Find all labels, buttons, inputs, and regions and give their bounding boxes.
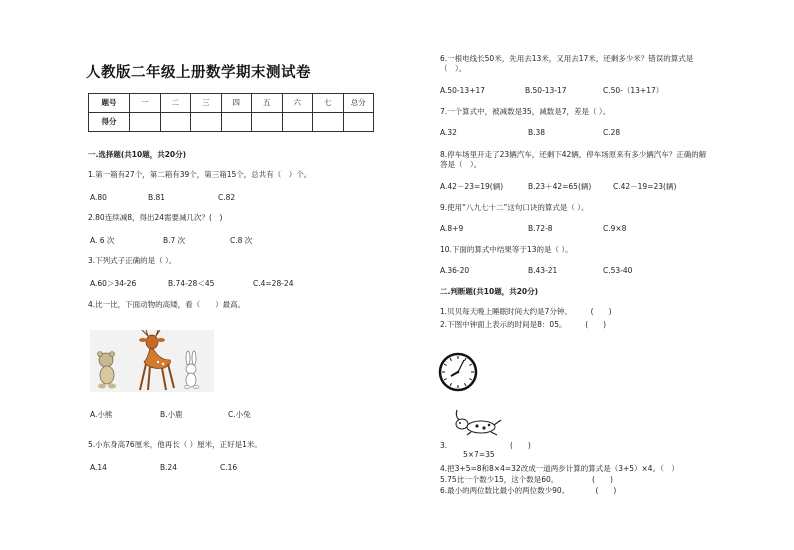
score-input-cell xyxy=(221,113,252,132)
option-c: C.4=28-24 xyxy=(253,279,294,288)
question-6: 6.一根电线长50米，先用去13米，又用去17米，还剩多少米？错误的算式是 xyxy=(440,54,694,63)
score-cell: 五 xyxy=(252,94,283,113)
option-b: B.50-13-17 xyxy=(525,86,567,95)
option-b: B.23＋42=65(辆) xyxy=(528,182,592,191)
score-input-cell xyxy=(343,113,374,132)
score-input-cell xyxy=(282,113,313,132)
option-b: B.38 xyxy=(528,128,546,137)
question-2: 2.80连续减8，得出24需要减几次？( ) xyxy=(88,213,223,222)
question-3: 3.下列式子正确的是（ ）。 xyxy=(88,256,177,265)
option-c: C.82 xyxy=(218,193,236,202)
score-input-cell xyxy=(252,113,283,132)
judgement-6: 6.最小的两位数比最小的两位数少90。 ( ) xyxy=(440,486,617,495)
score-cell: 三 xyxy=(191,94,222,113)
option-c: C.53-40 xyxy=(603,266,633,275)
option-a: A.60＞34-26 xyxy=(90,279,137,288)
question-7: 7.一个算式中，被减数是35，减数是7，差是（ ）。 xyxy=(440,107,611,116)
score-cell: 题号 xyxy=(89,94,130,113)
score-input-cell xyxy=(160,113,191,132)
option-c: C.小兔 xyxy=(228,410,251,419)
option-c: C.42－19=23(辆) xyxy=(613,182,677,191)
judgement-3-equation: 5×7=35 xyxy=(463,450,495,459)
clock-image xyxy=(438,352,478,392)
score-input-cell xyxy=(130,113,161,132)
score-cell: 得分 xyxy=(89,113,130,132)
section-heading-choice: 一.选择题(共10题，共20分) xyxy=(88,150,187,159)
question-6-cont: （ ）。 xyxy=(440,64,467,73)
dog-head xyxy=(456,419,468,429)
option-a: A.36-20 xyxy=(440,266,470,275)
score-cell: 总分 xyxy=(343,94,374,113)
question-1: 1.第一箱有27个，第二箱有39个，第三箱15个，总共有（ ）个。 xyxy=(88,170,312,179)
option-a: A.小熊 xyxy=(90,410,113,419)
page-title: 人教版二年级上册数学期末测试卷 xyxy=(86,65,311,81)
option-b: B.81 xyxy=(148,193,166,202)
option-c: C.50-（13+17） xyxy=(603,86,664,95)
option-a: A. 6 次 xyxy=(90,236,115,245)
score-cell: 七 xyxy=(313,94,344,113)
judgement-3-number: 3. xyxy=(440,441,448,450)
question-10: 10.下面的算式中结果等于13的是（ ）。 xyxy=(440,245,573,254)
judgement-5: 5.75比一个数少15，这个数是60。 ( ) xyxy=(440,475,613,484)
option-a: A.42－23=19(辆) xyxy=(440,182,504,191)
judgement-4: 4.把3+5=8和8×4=32改成一道两步计算的算式是（3+5）×4。（ ） xyxy=(440,464,679,473)
judgement-2: 2.下图中钟面上表示的时间是8：05。 ( ) xyxy=(440,320,607,329)
option-c: C.9×8 xyxy=(603,224,627,233)
option-b: B.7 次 xyxy=(163,236,186,245)
judgement-1: 1.贝贝每天晚上睡眠时间大约是7分钟。 ( ) xyxy=(440,307,612,316)
question-8-cont: 答是（ ）。 xyxy=(440,160,482,169)
judgement-3-paren: ( ) xyxy=(510,441,531,450)
dog-image xyxy=(453,408,503,436)
dog-tail xyxy=(494,420,501,425)
option-a: A.32 xyxy=(440,128,457,137)
score-cell: 六 xyxy=(282,94,313,113)
option-a: A.8+9 xyxy=(440,224,464,233)
question-8: 8.停车场里开走了23辆汽车，还剩下42辆，停车场原来有多少辆汽车？正确的解 xyxy=(440,150,707,159)
question-9: 9.使用“八九七十二”这句口诀的算式是（ ）。 xyxy=(440,203,589,212)
option-b: B.74-28＜45 xyxy=(168,279,215,288)
score-table-header-row xyxy=(89,94,374,113)
option-a: A.80 xyxy=(90,193,107,202)
score-table xyxy=(88,93,374,132)
option-c: C.8 次 xyxy=(230,236,253,245)
option-b: B.43-21 xyxy=(528,266,558,275)
question-4: 4.比一比，下面动物的高矮，看（ ）最高。 xyxy=(88,300,246,309)
score-cell: 二 xyxy=(160,94,191,113)
option-c: C.16 xyxy=(220,463,238,472)
option-a: A.14 xyxy=(90,463,107,472)
dog-ear xyxy=(456,410,459,420)
dog-body xyxy=(467,421,495,433)
option-b: B.小鹿 xyxy=(160,410,183,419)
score-cell: 一 xyxy=(130,94,161,113)
section-heading-judgement: 二.判断题(共10题，共20分) xyxy=(440,287,539,296)
question-5: 5.小东身高76厘米，他再长（ ）厘米，正好是1米。 xyxy=(88,440,262,449)
option-c: C.28 xyxy=(603,128,621,137)
score-table-score-row xyxy=(89,113,374,132)
option-b: B.72-8 xyxy=(528,224,553,233)
animals-height-image xyxy=(90,330,214,392)
option-a: A.50-13+17 xyxy=(440,86,486,95)
score-input-cell xyxy=(313,113,344,132)
score-input-cell xyxy=(191,113,222,132)
option-b: B.24 xyxy=(160,463,178,472)
score-cell: 四 xyxy=(221,94,252,113)
